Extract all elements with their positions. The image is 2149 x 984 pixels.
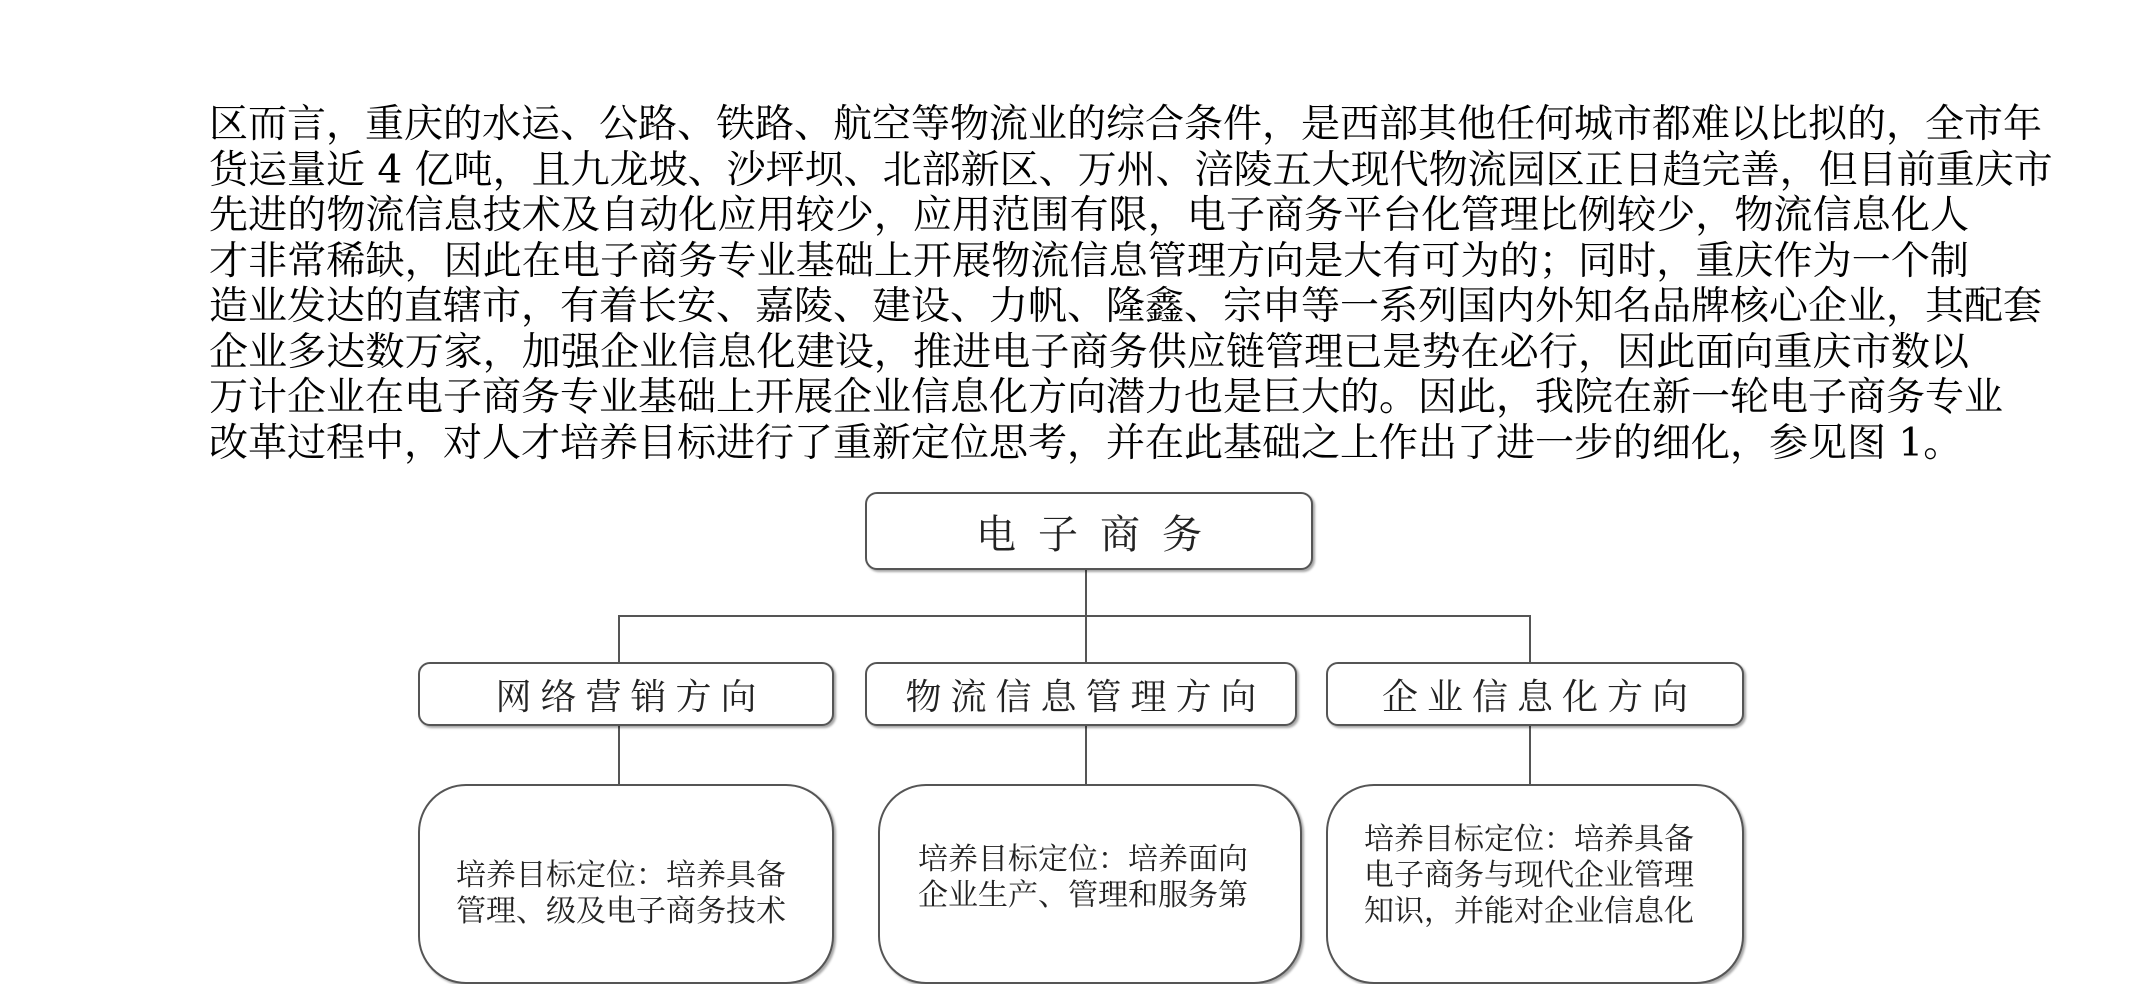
goal-node-marketing [418,784,834,984]
connector-goal-middle [1085,726,1087,784]
goal-line: 管理、级及电子商务技术 [456,894,786,929]
connector-goal-right [1529,726,1531,784]
goal-line: 企业生产、管理和服务第 [918,878,1248,913]
connector-root-down [1085,570,1087,616]
paragraph-line: 区而言，重庆的水运、公路、铁路、航空等物流业的综合条件，是西部其他任何城市都难以比拟的，全市年 [209,102,2043,147]
goal-line: 培养目标定位：培养面向 [918,842,1248,877]
goal-line: 知识，并能对企业信息化 [1364,894,1694,929]
direction-node-enterprise: 企业信息化方向 [1326,662,1744,726]
connector-drop-middle [1085,615,1087,662]
goal-line: 培养目标定位：培养具备 [1364,822,1694,857]
diagram-root-node: 电子商务 [865,492,1313,570]
paragraph-line: 企业多达数万家，加强企业信息化建设，推进电子商务供应链管理已是势在必行，因此面向重庆市数以 [209,329,1969,375]
direction-node-logistics: 物流信息管理方向 [865,662,1297,726]
goal-line: 电子商务与现代企业管理 [1364,858,1694,893]
body-paragraph [209,102,2053,466]
paragraph-line: 货运量近 4 亿吨，且九龙坡、沙坪坝、北部新区、万州、涪陵五大现代物流园区正日趋完善，但目前重庆市 [209,147,2053,193]
connector-drop-right [1529,615,1531,662]
goal-node-logistics [878,784,1302,984]
goal-line: 培养目标定位：培养具备 [456,858,786,893]
connector-horizontal [618,615,1530,617]
paragraph-line: 先进的物流信息技术及自动化应用较少，应用范围有限，电子商务平台化管理比例较少，物流信息化人 [209,193,1969,238]
direction-node-marketing: 网络营销方向 [418,662,834,726]
paragraph-line: 万计企业在电子商务专业基础上开展企业信息化方向潜力也是巨大的。因此，我院在新一轮电子商务专业 [209,375,2004,420]
connector-drop-left [618,615,620,662]
paragraph-line: 造业发达的直辖市，有着长安、嘉陵、建设、力帆、隆鑫、宗申等一系列国内外知名品牌核心企业，其配套 [209,284,2043,329]
connector-goal-left [618,726,620,784]
paragraph-line: 改革过程中，对人才培养目标进行了重新定位思考，并在此基础之上作出了进一步的细化，参见图 1。 [209,420,1963,466]
paragraph-line: 才非常稀缺，因此在电子商务专业基础上开展物流信息管理方向是大有可为的；同时，重庆作为一个制 [209,238,1969,284]
goal-node-enterprise [1326,784,1744,984]
